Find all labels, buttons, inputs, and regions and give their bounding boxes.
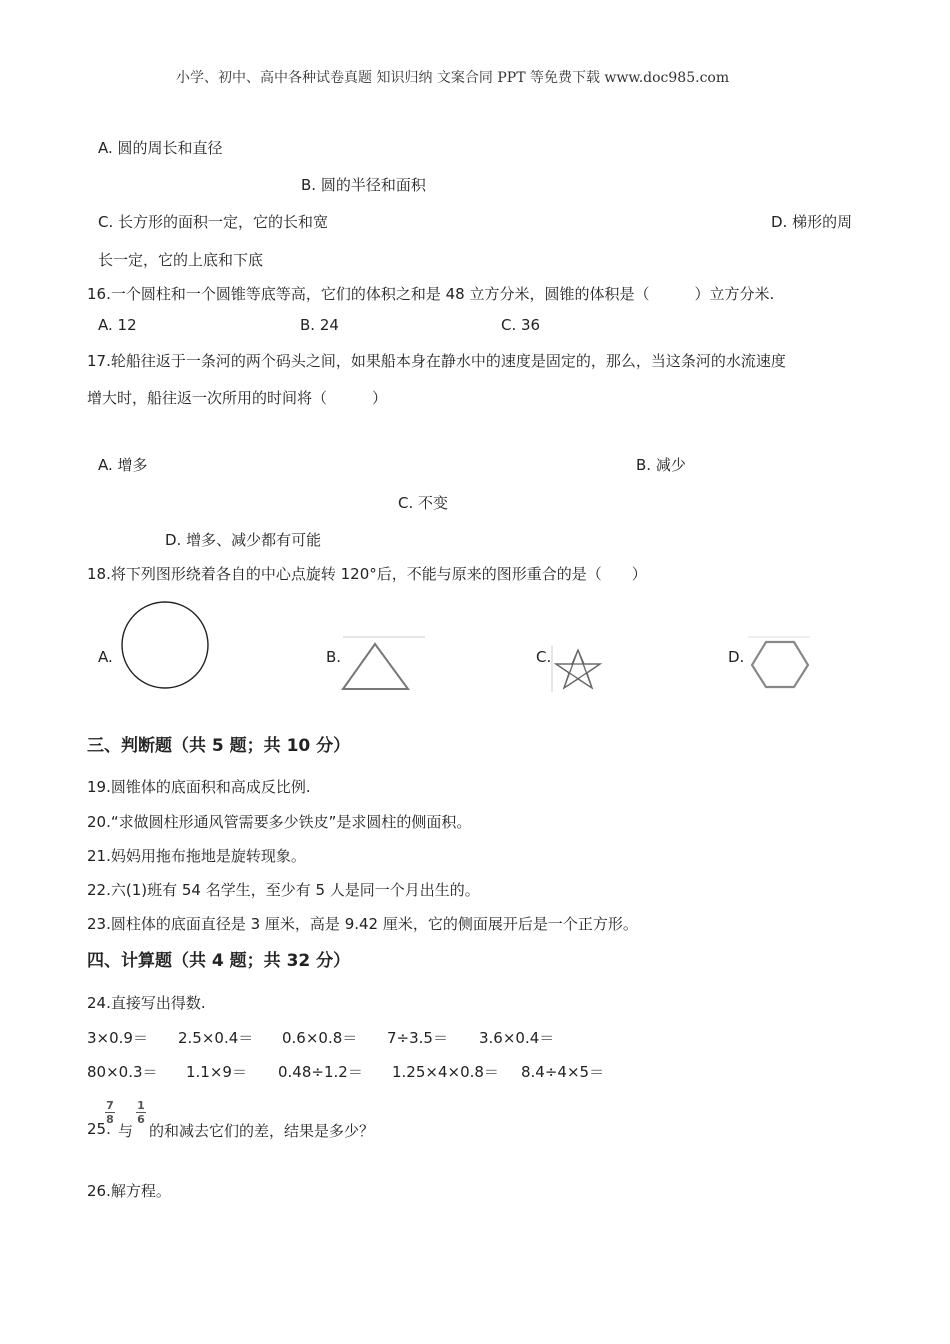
fraction-numerator: 7 [106,1099,114,1112]
star-figure [550,644,610,694]
q17-option-b: B. 减少 [636,456,686,474]
q26-stem: 26.解方程。 [87,1182,171,1200]
section-3-title: 三、判断题（共 5 题；共 10 分） [87,736,351,756]
q15-option-c: C. 长方形的面积一定，它的长和宽 [98,213,329,231]
calc-item: 3.6×0.4＝ [479,1029,555,1047]
q15-option-d-continued: 长一定，它的上底和下底 [98,251,264,269]
q18-option-b-label: B. [326,648,342,666]
calc-item: 0.48÷1.2＝ [278,1063,363,1081]
q18-stem: 18.将下列图形绕着各自的中心点旋转 120°后，不能与原来的图形重合的是（ ） [87,565,647,583]
q15-option-a: A. 圆的周长和直径 [98,139,223,157]
calc-item: 7÷3.5＝ [387,1029,448,1047]
q23: 23.圆柱体的底面直径是 3 厘米，高是 9.42 厘米，它的侧面展开后是一个正方形。 [87,915,638,933]
q16-option-a: A. 12 [98,316,137,334]
q17-option-a: A. 增多 [98,456,148,474]
q16-stem: 16.一个圆柱和一个圆锥等底等高，它们的体积之和是 48 立方分米，圆锥的体积是（ ）立方分米. [87,285,775,303]
q25-prefix: 25. [87,1120,111,1138]
page-header: 小学、初中、高中各种试卷真题 知识归纳 文案合同 PPT 等免费下载 www.doc985.com [176,70,730,86]
q25-suffix: 的和减去它们的差，结果是多少？ [149,1122,375,1140]
q16-option-c: C. 36 [501,316,541,334]
q18-option-d-label: D. [728,648,745,666]
fraction-denominator: 6 [137,1113,145,1126]
q22: 22.六(1)班有 54 名学生，至少有 5 人是同一个月出生的。 [87,881,480,899]
calc-item: 1.25×4×0.8＝ [392,1063,499,1081]
calc-item: 80×0.3＝ [87,1063,158,1081]
q19: 19.圆锥体的底面积和高成反比例. [87,778,311,796]
q15-option-d: D. 梯形的周 [771,213,853,231]
q18-option-c-label: C. [536,648,552,666]
fraction-one-sixth [136,1100,146,1125]
circle-figure [118,598,212,692]
calc-item: 1.1×9＝ [186,1063,247,1081]
triangle-figure [341,634,427,694]
q15-option-b: B. 圆的半径和面积 [301,176,426,194]
calc-item: 3×0.9＝ [87,1029,148,1047]
hexagon-figure [747,636,811,692]
q17-stem-line2: 增大时，船往返一次所用的时间将（ ） [87,389,388,407]
calc-item: 8.4÷4×5＝ [521,1063,605,1081]
q17-stem-line1: 17.轮船往返于一条河的两个码头之间，如果船本身在静水中的速度是固定的，那么，当这条河的水流速度 [87,352,786,370]
fraction-denominator: 8 [106,1113,114,1126]
calc-item: 0.6×0.8＝ [282,1029,358,1047]
q24-stem: 24.直接写出得数. [87,994,206,1012]
q17-option-c: C. 不变 [398,494,449,512]
q20: 20.“求做圆柱形通风管需要多少铁皮”是求圆柱的侧面积。 [87,813,472,831]
section-4-title: 四、计算题（共 4 题；共 32 分） [87,951,351,971]
q16-option-b: B. 24 [300,316,339,334]
fraction-numerator: 1 [137,1099,145,1112]
q17-option-d: D. 增多、减少都有可能 [165,531,322,549]
fraction-seven-eighths [105,1100,115,1125]
q18-option-a-label: A. [98,648,113,666]
q21: 21.妈妈用拖布拖地是旋转现象。 [87,847,306,865]
calc-item: 2.5×0.4＝ [178,1029,254,1047]
q25-mid: 与 [118,1122,134,1140]
